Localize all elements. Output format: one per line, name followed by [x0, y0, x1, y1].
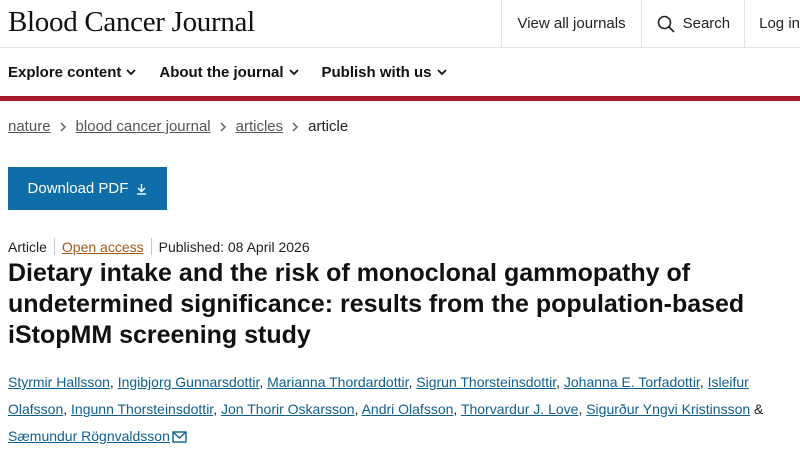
mail-icon[interactable]: [172, 431, 187, 443]
open-access-link[interactable]: Open access: [61, 238, 144, 255]
author-link[interactable]: Styrmir Hallsson: [8, 374, 110, 390]
top-header: [0, 0, 800, 48]
nav-publish-with-us[interactable]: [322, 64, 447, 81]
chevron-down-icon: [437, 69, 447, 76]
breadcrumb-journal[interactable]: blood cancer journal: [75, 118, 211, 135]
author-link[interactable]: Ingibjorg Gunnarsdottir: [117, 374, 260, 390]
search-icon: [657, 15, 675, 33]
article-type: Article: [8, 238, 47, 255]
article-meta: [8, 238, 310, 255]
author-link[interactable]: Sæmundur Rögnvaldsson: [8, 428, 170, 444]
breadcrumb: [8, 118, 348, 135]
breadcrumb-current: article: [308, 118, 349, 135]
breadcrumb-nature[interactable]: nature: [8, 118, 51, 135]
chevron-right-icon: [220, 122, 227, 132]
download-icon: [136, 183, 147, 195]
chevron-down-icon: [289, 69, 299, 76]
nav-label: About the journal: [159, 63, 284, 81]
main-nav: [0, 48, 800, 96]
view-all-journals-link[interactable]: View all journals: [517, 15, 626, 32]
nav-label: Publish with us: [321, 63, 432, 81]
meta-divider: [54, 238, 55, 255]
author-link[interactable]: Andri Olafsson: [361, 401, 454, 417]
author-link[interactable]: Isleifur Olafsson: [8, 374, 749, 417]
chevron-down-icon: [126, 69, 136, 76]
login-link[interactable]: Log in: [759, 15, 800, 32]
author-link[interactable]: Jon Thorir Oskarsson: [220, 401, 355, 417]
author-link[interactable]: Marianna Thordardottir: [267, 374, 409, 390]
nav-explore-content[interactable]: [8, 64, 136, 81]
chevron-right-icon: [292, 122, 299, 132]
journal-logo[interactable]: Blood Cancer Journal: [8, 6, 255, 38]
chevron-right-icon: [60, 122, 67, 132]
download-label: Download PDF: [27, 180, 129, 197]
author-list: Styrmir Hallsson, Ingibjorg Gunnarsdottir, Marianna Thordardottir, Sigrun Thorsteinsdottir, Johanna E. Torfadottir, Isleifur Olafsson, Ingunn Thorsteinsdottir, Jon Thorir Oskarsson, Andri Olafsson, Thorvardur J. Love, Sigurður Yngvi Kristinsson & Sæmundur Rögnvaldsson: [8, 374, 764, 444]
author-link[interactable]: Ingunn Thorsteinsdottir: [71, 401, 214, 417]
author-link[interactable]: Sigurður Yngvi Kristinsson: [586, 401, 751, 417]
article-title: Dietary intake and the risk of monoclonal gammopathy of undetermined significance: results from the population-based iStopMM screening study: [8, 259, 745, 349]
nav-about-journal[interactable]: [159, 64, 298, 81]
author-link[interactable]: Thorvardur J. Love: [460, 401, 579, 417]
author-link[interactable]: Johanna E. Torfadottir: [563, 374, 700, 390]
download-pdf-button[interactable]: [8, 167, 167, 210]
search-button[interactable]: [642, 15, 745, 33]
breadcrumb-articles[interactable]: articles: [235, 118, 284, 135]
nav-label: Explore content: [8, 63, 122, 81]
meta-divider: [151, 238, 152, 255]
accent-bar: [0, 96, 800, 101]
search-label: Search: [682, 15, 731, 32]
author-link[interactable]: Sigrun Thorsteinsdottir: [416, 374, 557, 390]
header-actions: [501, 0, 800, 47]
published-date: Published: 08 April 2026: [158, 238, 310, 255]
